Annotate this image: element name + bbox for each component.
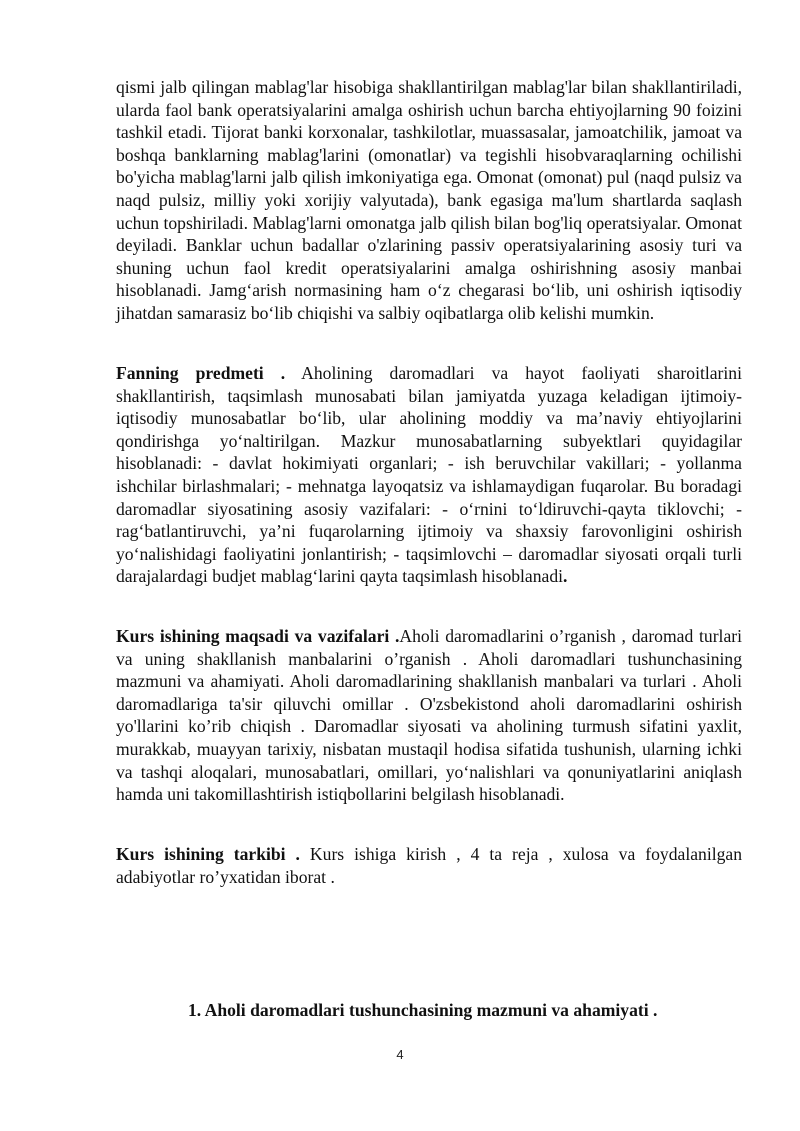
paragraph-goals-lead: Kurs ishining maqsadi va vazifalari .	[116, 626, 400, 646]
paragraph-structure-lead: Kurs ishining tarkibi .	[116, 844, 300, 864]
paragraph-structure	[116, 843, 742, 888]
paragraph-subject-body: Aholining daromadlari va hayot faoliyati sharoitlarini shakllantirish, taqsimlash munosabati bilan jamiyatda yuzaga keladigan ijtimoiy-iqtisodiy munosabatlar bo‘lib, ular aholining moddiy va ma’naviy ehtiyojlarini qondirishga yo‘naltirilgan. Mazkur munosabatlarning subyektlari quyidagilar hisoblanadi: - davlat hokimiyati organlari; - ish beruvchilar vakillari; - yollanma ishchilar birlashmalari; - mehnatga layoqatsiz va ishlamaydigan fuqarolar. Bu boradagi daromadlar siyosatining asosiy vazifalari: - o‘rnini to‘ldiruvchi-qayta tiklovchi; - rag‘batlantiruvchi, ya’ni fuqarolarning ijtimoiy va shaxsiy farovonligini oshirish yo‘nalishidagi faoliyatini jonlantirish; - taqsimlovchi – daromadlar siyosati orqali turli darajalardagi budjet mablag‘larini qayta taqsimlash hisoblanadi	[116, 363, 742, 587]
paragraph-subject-end: .	[563, 566, 568, 587]
paragraph-structure-body: Kurs ishiga kirish , 4 ta reja , xulosa va foydalanilgan adabiyotlar ro’yxatidan iborat .	[116, 844, 742, 887]
paragraph-subject-lead: Fanning predmeti .	[116, 363, 286, 383]
section-heading: 1. Aholi daromadlari tushunchasining mazmuni va ahamiyati .	[188, 1000, 658, 1020]
page-number: 4	[396, 1047, 404, 1062]
paragraph-deposits-text: qismi jalb qilingan mablag'lar hisobiga shakllantirilgan mablag'lar bilan shakllantiriladi, ularda faol bank operatsiyalarini amalga oshirish uchun barcha ehtiyojlarning 90 foizini tashkil etadi. Tijorat banki korxonalar, tashkilotlar, muassasalar, jamoatchilik, jamoat va boshqa banklarning mablag'larini (omonatlar) va tegishli hisobvaraqlarning ochilishi bo'yicha mablag'larni jalb qilish imkoniyatiga ega. Omonat (omonat) pul (naqd pulsiz va naqd pulsiz, milliy yoki xorijiy valyutada), bank egasiga ma'lum shartlarda saqlash uchun topshiriladi. Mablag'larni omonatga jalb qilish bilan bog'liq operatsiyalar. Omonat deyiladi. Banklar uchun badallar o'zlarining passiv operatsiyalarining asosiy turi va shuning uchun faol kredit operatsiyalarini amalga oshirishning asosiy manbai hisoblanadi. Jamg‘arish normasining ham o‘z chegarasi bo‘lib, uni oshirish iqtisodiy jihatdan samarasiz bo‘lib chiqishi va salbiy oqibatlarga olib kelishi mumkin.	[116, 77, 742, 323]
paragraph-subject	[116, 362, 742, 588]
paragraph-goals	[116, 625, 742, 806]
paragraph-goals-body: Aholi daromadlarini o’rganish , daromad turlari va uning shakllanish manbalarini o’rganish . Aholi daromadlari tushunchasining mazmuni va ahamiyati. Aholi daromadlarining shakllanish manbalari va turlari . Aholi daromadlariga ta'sir qiluvchi omillar . O'zsbekistond aholi daromadlarini oshirish yo'llarini ko’rib chiqish . Daromadlar siyosati va aholining turmush sifatini yaxlit, murakkab, muayyan tarixiy, nisbatan mustaqil hodisa sifatida tushunish, ularning ichki va tashqi aloqalari, munosabatlari, omillari, yo‘nalishlari va qonuniyatlarini aniqlash hamda uni takomillashtirish istiqbollarini belgilash hisoblanadi.	[116, 626, 742, 805]
paragraph-deposits	[116, 76, 742, 325]
